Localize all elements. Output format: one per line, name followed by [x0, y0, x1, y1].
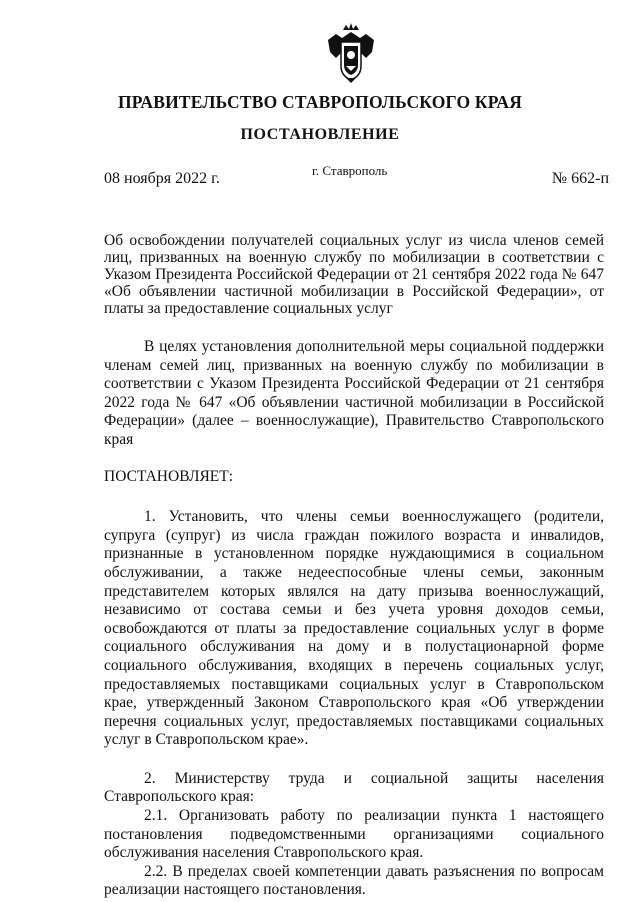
document-date: 08 ноября 2022 г. [104, 170, 220, 187]
document-city: г. Ставрополь [312, 163, 388, 178]
item-2-2-paragraph: 2.2. В пределах своей компетенции давать разъяснения по вопросам реализации настоящего постановления. [104, 862, 604, 899]
resolves-heading: ПОСТАНОВЛЯЕТ: [104, 467, 234, 485]
item-1-paragraph: 1. Установить, что члены семьи военнослужащего (родители, супруга (супруг) из числа граждан пожилого возраста и инвалидов, признанные в установленном порядке нуждающимися в социальном обслуживании, а также недееспособные члены семьи, законным представителем которых являлся на дату призыва военнослужащий, независимо от состава семьи и без учета уровня доходов семьи, освобождаются от платы за предоставление социальных услуг в форме социального обслуживания на дому и в полустационарной форме социального обслуживания, входящих в перечень социальных услуг, предоставляемых поставщиками социальных услуг в Ставропольском крае, утвержденный Законом Ставропольского края «Об утверждении перечня социальных услуг, предоставляемых поставщиками социальных услуг в Ставропольском крае». [104, 508, 604, 749]
document-type: ПОСТАНОВЛЕНИЕ [240, 126, 400, 143]
document-number: № 662-п [551, 170, 609, 187]
government-title: ПРАВИТЕЛЬСТВО СТАВРОПОЛЬСКОГО КРАЯ [117, 92, 523, 112]
document-subject: Об освобождении получателей социальных услуг из числа членов семей лиц, призванных на военную службу по мобилизации в соответствии с Указом Президента Российской Федерации от 21 сентября 2022 года № 647 «Об объявлении частичной мобилизации в Российской Федерации», от платы за предоставление социальных услуг [104, 232, 604, 317]
document-body [104, 338, 604, 900]
item-2-1-paragraph: 2.1. Организовать работу по реализации пункта 1 настоящего постановления подведомственными организациями социального обслуживания населения Ставропольского края. [104, 807, 604, 862]
item-2-paragraph: 2. Министерству труда и социальной защиты населения Ставропольского края: [104, 769, 604, 806]
coat-of-arms-icon [326, 22, 376, 84]
preamble-paragraph: В целях установления дополнительной меры социальной поддержки членам семей лиц, призванных на военную службу по мобилизации в соответствии с Указом Президента Российской Федерации от 21 сентября 2022 года № 647 «Об объявлении частичной мобилизации в Российской Федерации» (далее – военнослужащие), Правительство Ставропольского края [104, 338, 604, 448]
